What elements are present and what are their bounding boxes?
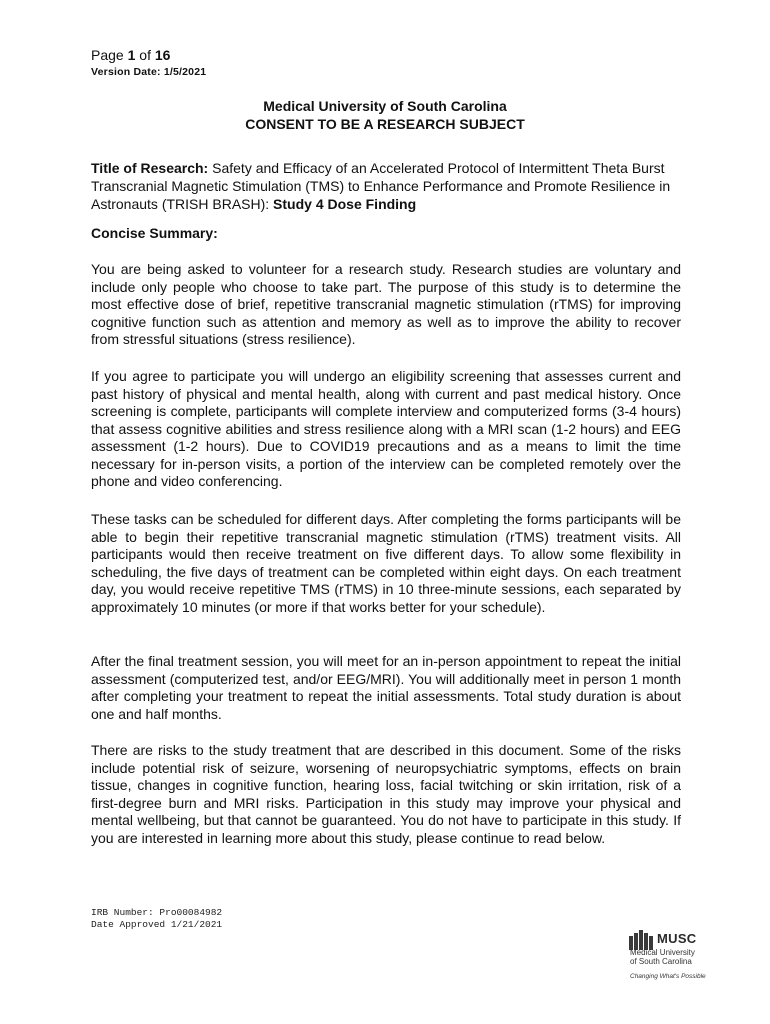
irb-date-approved: Date Approved 1/21/2021	[91, 919, 223, 930]
musc-building-icon	[629, 930, 655, 950]
institution-title: Medical University of South Carolina	[263, 98, 507, 114]
consent-title: CONSENT TO BE A RESEARCH SUBJECT	[245, 116, 525, 132]
research-study-name: Study 4 Dose Finding	[273, 196, 417, 212]
musc-logo	[627, 927, 717, 983]
research-title	[91, 159, 681, 213]
summary-paragraph: There are risks to the study treatment that are described in this document. Some of the risks include potential risk of seizure, worsening of neuropsychiatric symptoms, effects on brain tissue, changes in cognitive function, hearing loss, facial twitching or skin irritation, risk of a first-degree burn and MRI risks. Participation in this study may improve your physical and mental wellbeing, but that cannot be guaranteed. You do not have to participate in this study. If you are interested in learning more about this study, please continue to read below.	[91, 742, 681, 846]
logo-name: MUSC	[657, 931, 697, 946]
page-prefix: Page	[91, 47, 124, 63]
logo-line-1: Medical University	[630, 948, 695, 957]
research-title-text: Safety and Efficacy of an Accelerated Protocol of Intermittent Theta Burst Transcranial Magnetic Stimulation (TMS) to Enhance Performance and Promote Resilience in Astronauts (TRISH BRASH):	[91, 160, 671, 212]
concise-summary-heading: Concise Summary:	[91, 225, 218, 241]
summary-paragraph: If you agree to participate you will undergo an eligibility screening that assesses current and past history of physical and mental health, along with current and past medical history. Once screening is complete, participants will complete interview and computerized forms (3-4 hours) that assess cognitive abilities and stress resilience along with a MRI scan (1-2 hours) and EEG assessment (1-2 hours). Due to COVID19 precautions and as a means to limit the time necessary for in-person visits, a portion of the interview can be completed remotely over the phone and video conferencing.	[91, 368, 681, 489]
logo-line-2: of South Carolina	[630, 956, 692, 966]
page-of: of	[139, 47, 151, 63]
logo-tagline: Changing What's Possible	[630, 973, 706, 980]
summary-paragraph: These tasks can be scheduled for different days. After completing the forms participants will be able to begin their repetitive transcranial magnetic stimulation (rTMS) treatment visits. All participants would then receive treatment on five different days. To allow some flexibility in scheduling, the five days of treatment can be completed within eight days. On each treatment day, you would receive repetitive TMS (rTMS) in 10 three-minute sessions, each separated by approximately 10 minutes (or more if that works better for your schedule).	[91, 511, 681, 615]
irb-number: IRB Number: Pro00084982	[91, 907, 223, 918]
version-date: Version Date: 1/5/2021	[91, 66, 207, 78]
page-number	[91, 47, 170, 63]
summary-paragraph: You are being asked to volunteer for a research study. Research studies are voluntary and include only people who choose to take part. The purpose of this study is to determine the most effective dose of brief, repetitive transcranial magnetic stimulation (rTMS) for improving cognitive function such as attention and memory as well as to improve the ability to recover from stressful situations (stress resilience).	[91, 261, 681, 347]
logo-subtitle	[630, 949, 695, 966]
summary-paragraph: After the final treatment session, you will meet for an in-person appointment to repeat the initial assessment (computerized test, and/or EEG/MRI). You will additionally meet in person 1 month after completing your treatment to repeat the initial assessments. Total study duration is about one and half months.	[91, 653, 681, 722]
page-current: 1	[127, 47, 136, 63]
research-title-label: Title of Research:	[91, 160, 209, 176]
irb-footer	[91, 907, 222, 931]
page-total: 16	[154, 47, 171, 63]
